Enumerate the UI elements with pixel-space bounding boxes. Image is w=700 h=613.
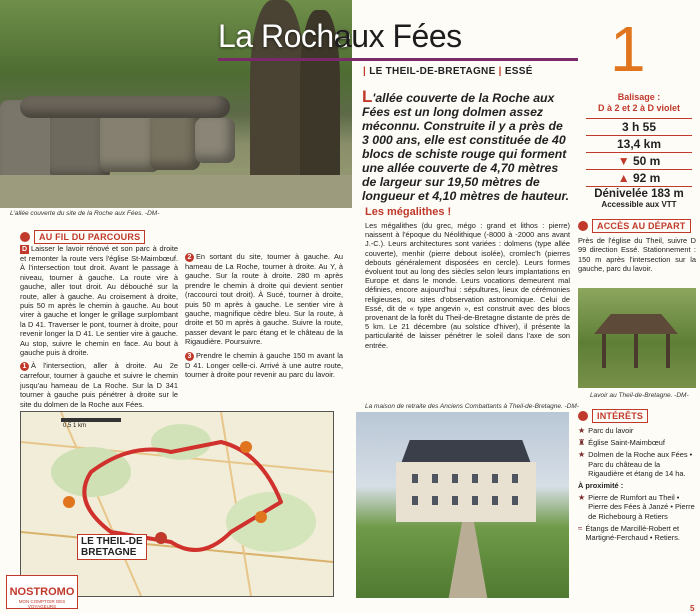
location-area: ESSÉ <box>504 66 533 77</box>
interets-section <box>578 409 696 542</box>
step-3: 3 Prendre le chemin à gauche 150 m avant la D 41. Longer celle-ci. Arrivé à une autre route, tourner à droite pour revenir au parc du lavoir. <box>185 350 343 380</box>
step-1: 1 À l'intersection, aller à droite. Au 2e carrefour, tourner à gauche et suivre le chemin jusqu'au hameau de La Roche. Sur la D 341 tourner à gauche puis pénétrer à droite sur le site du dolmen de la Roche aux Fées. <box>20 361 178 409</box>
acces-section <box>578 219 696 274</box>
title-part1: La Roche <box>218 18 351 54</box>
intro-body: 'allée couverte de la Roche aux Fées est un long dolmen assez méconnu. Construite il y a près de 3 000 ans, elle est constituée de 40 blocs de schiste rouge qui forment une allée couverte de 4,70 mètres de largeur sur 19,50 mètres de longueur et 4,10 mètres de hauteur. <box>362 91 570 203</box>
fish-icon: ≈ <box>578 523 583 533</box>
title-part2: aux Fées <box>334 18 462 54</box>
location-commune: LE THEIL-DE-BRETAGNE <box>369 66 496 77</box>
map-town-label: LE THEIL-DE BRETAGNE <box>77 534 147 560</box>
walk-number: 1 <box>610 13 646 85</box>
star-icon: ★ <box>578 450 586 460</box>
map-scale: 0,5 1 km <box>63 423 87 429</box>
bullet-icon <box>20 232 30 242</box>
page-title <box>200 14 500 60</box>
ascent: ▲ 92 m <box>617 171 661 185</box>
step-d: D Laisser le lavoir rénové et son parc à droite et remonter la route vers l'église St-Maimbœuf. À l'intersection tout droit. Avant le passage à niveau, tourner à gauche. La route vire à gauche, aller tout droit. Au débouché sur la route, aller à gauche. Au croisement à droite, puis 50 m après le chemin à gauche. Au bout virer à gauche et longer le grillage surplombant la D 41. Traverser le pont, tourner à droite, pour revenir longer la D 41. Le sentier vire à gauche. Au stop, suivre le chemin en face. Au bout à gauche puis à droite. <box>20 244 178 358</box>
parcours-header: AU FIL DU PARCOURS <box>20 230 145 244</box>
distance: 13,4 km <box>616 137 662 151</box>
parcours-col1 <box>20 244 178 409</box>
info-box <box>580 92 698 209</box>
location-line: | LE THEIL-DE-BRETAGNE | ESSÉ <box>363 66 533 77</box>
page-number: 5 <box>690 604 695 613</box>
arrow-down-icon: ▼ <box>617 154 630 168</box>
lavoir-caption: Lavoir au Theil-de-Bretagne. -DM- <box>590 392 689 399</box>
megalithes-title: Les mégalithes ! <box>365 206 452 218</box>
castle-caption: La maison de retraite des Anciens Combattants à Theil-de-Bretagne. -DM- <box>365 403 579 410</box>
descent: ▼ 50 m <box>617 154 661 168</box>
interet-item: ★ Dolmen de la Roche aux Fées • Parc du château de la Rigaudière et étang de 14 ha. <box>578 450 693 478</box>
publisher-logo: NOSTROMO MON COMPTOIR DES VOYAGEURS <box>6 575 78 609</box>
acces-text: Près de l'église du Theil, suivre D 99 direction Essé. Stationnement : 150 m après l'intersection sur la gauche, parc du lavoir. <box>578 236 696 274</box>
bullet-icon <box>578 411 588 421</box>
megalithes-text: Les mégalithes (du grec, mégo : grand et lithos : pierre) naissent à l'époque du Néolithique (-8000 à -2000 ans avant J.-C.). Leurs architectures sont variées : dolmens (type allée couverte), menhir (pierre debout isolée), cromlec'h (pierres debouts généralement disposées en cercle). Leurs formes évoluent tout au long des siècles selon leurs implantations en Europe et dans le monde. Leurs vocations demeurent mal définies, encore aujourd'hui : sépultures, lieux de cérémonies religieuses, ou sites d'observation astronomique. Celui de Essé, dit de « type angevin », est construit avec des blocs provenant de la forêt du Theil-de-Bretagne distante de près de 5 km. Le 21 décembre (au solstice d'hiver), il présente la particularité de laisser pénétrer le soleil dans l'axe de son entrée. <box>365 221 570 350</box>
bullet-icon <box>578 221 588 231</box>
arrow-up-icon: ▲ <box>617 171 630 185</box>
photo-caption: L'allée couverte du site de la Roche aux Fées. -DM- <box>10 210 160 217</box>
megalithes-box <box>365 206 570 350</box>
interets-header: INTÉRÊTS <box>578 409 696 423</box>
star-icon: ★ <box>578 493 586 503</box>
balisage-value: D à 2 et 2 à D violet <box>597 103 681 113</box>
intro-text <box>362 87 570 203</box>
vtt-note: Accessible aux VTT <box>601 200 677 209</box>
step-2: 2 En sortant du site, tourner à gauche. Au hameau de La Roche, tourner à droite. Au Y, à gauche. Sur la route à droite. 280 m après prendre le chemin à droite qui devient sentier (raccourci tout droit). À Sucé, tourner à droite, puis 50 m après à gauche. Le sentier vire à gauche, magnifique cèdre bleu. Sur la route, à droite et 50 m après à gauche. Suivre la route, passer devant le parc étang et le château de la Rigaudière. Poursuivre. <box>185 252 343 347</box>
proximite-label: À proximité : <box>578 481 624 491</box>
title-underline <box>218 58 578 61</box>
star-icon: ★ <box>578 426 586 435</box>
interet-item: ★ Parc du lavoir <box>578 426 634 435</box>
denivele: Dénivelée 183 m <box>594 188 684 200</box>
proximite-item: ≈ Étangs de Marcillé-Robert et Martigné-Ferchaud • Retiers. <box>578 523 680 543</box>
proximite-item: ★ Pierre de Rumfort au Theil • Pierre des Fées à Janzé • Pierre de Richebourg à Retiers <box>578 493 695 521</box>
balisage-label: Balisage : <box>617 92 661 102</box>
duration: 3 h 55 <box>621 120 657 134</box>
interet-item: ♜ Église Saint-Maimbœuf <box>578 438 665 448</box>
castle-photo <box>356 412 569 598</box>
acces-header: ACCÈS AU DÉPART <box>578 219 696 233</box>
parcours-col2 <box>185 232 343 379</box>
map-graphic <box>21 412 333 596</box>
route-map[interactable] <box>20 411 334 597</box>
church-icon: ♜ <box>578 438 586 448</box>
intro-dropcap: L <box>362 87 373 106</box>
lavoir-photo <box>578 288 696 388</box>
